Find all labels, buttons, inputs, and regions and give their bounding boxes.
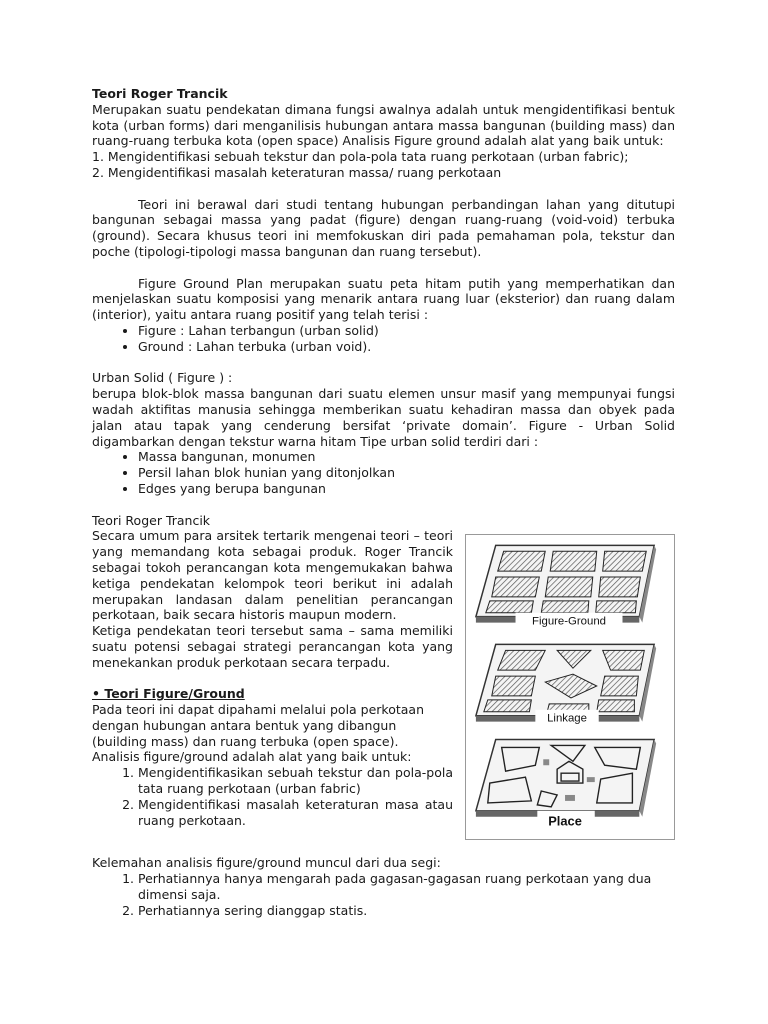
list-item: • Persil lahan blok hunian yang ditonjolkan — [138, 465, 675, 481]
urban-solid-heading: Urban Solid ( Figure ) : — [92, 370, 233, 386]
list-item: • Ground : Lahan terbuka (urban void). — [138, 339, 675, 355]
document-page — [92, 86, 675, 919]
list-item: • Massa bangunan, monumen — [138, 449, 675, 465]
point-1: 1. Mengidentifikasi sebuah tekstur dan pola-pola tata ruang perkotaan (urban fabric); — [92, 149, 629, 165]
trancik-section — [92, 513, 675, 840]
figure-ground-text: Pada teori ini dapat dipahami melalui pola perkotaan dengan hubungan antara bentuk yang dibangun (building mass) dan ruang terbuka (open space). — [92, 702, 425, 749]
trancik-text-column — [92, 513, 453, 840]
list-item: • Edges yang berupa bangunan — [138, 481, 675, 497]
figure-ground-bullets — [92, 323, 675, 355]
linkage-layer — [476, 644, 656, 725]
weakness-intro: Kelemahan analisis figure/ground muncul dari dua segi: — [92, 855, 441, 871]
urban-solid-text: berupa blok-blok massa bangunan dari suatu elemen unsur masif yang mempunyai fungsi wadah aktifitas manusia sehingga memberikan suatu kehadiran massa dan obyek pada jalan atau tapak yang cenderung bersifat ‘private domain’. Figure - Urban Solid digambarkan dengan tekstur warna hitam Tipe urban solid terdiri dari : — [92, 386, 675, 449]
weakness-list — [92, 871, 675, 918]
urban-solid-bullets — [92, 449, 675, 496]
trancik-heading: Teori Roger Trancik — [92, 512, 211, 528]
figure-ground-text-2: Analisis figure/ground adalah alat yang baik untuk: — [92, 749, 412, 765]
theory-paragraph: Teori ini berawal dari studi tentang hubungan perbandingan lahan yang ditutupi bangunan sebagai massa yang padat (figure) dengan ruang-ruang (void-void) terbuka (ground). Secara khusus teori ini memfokuskan diri pada pemahaman pola, tekstur dan poche (tipologi-tipologi massa bangunan dan ruang tersebut). — [92, 196, 675, 259]
trancik-text-2: Ketiga pendekatan teori tersebut sama – sama memiliki suatu potensi sebagai strategi perancangan kota yang menekankan produk perkotaan secara terpadu. — [92, 623, 453, 670]
section-title: Teori Roger Trancik — [92, 86, 228, 101]
list-item: 2. Mengidentifikasi masalah keteraturan masa atau ruang perkotaan. — [138, 797, 453, 829]
place-layer — [476, 739, 656, 828]
place-label: Place — [548, 813, 582, 829]
figure-ground-layer — [476, 545, 656, 628]
trancik-text-1: Secara umum para arsitek tertarik mengenai teori – teori yang memandang kota sebagai produk. Roger Trancik sebagai tokoh perancangan kota mengemukakan bahwa ketiga pendekatan kelompok teori berikut ini adalah merupakan landasan dalam penelitian perancangan perkotaan, baik secara historis maupun modern. — [92, 528, 453, 623]
trancik-layers-diagram — [465, 534, 675, 840]
figure-ground-label: Figure-Ground — [532, 615, 607, 628]
linkage-label: Linkage — [547, 712, 587, 725]
figure-ground-plan-paragraph: Figure Ground Plan merupakan suatu peta hitam putih yang memperhatikan dan menjelaskan suatu komposisi yang menarik antara ruang luar (eksterior) dan ruang dalam (interior), yaitu antara ruang positif yang telah terisi : — [92, 275, 675, 323]
figure-ground-list — [92, 765, 453, 828]
point-2: 2. Mengidentifikasi masalah keteraturan massa/ ruang perkotaan — [92, 164, 502, 180]
list-item: 1. Perhatiannya hanya mengarah pada gagasan-gagasan ruang perkotaan yang dua dimensi saja. — [138, 871, 675, 903]
intro-paragraph: Merupakan suatu pendekatan dimana fungsi awalnya adalah untuk mengidentifikasi bentuk kota (urban forms) dari menganilisis hubungan antara massa bangunan (building mass) dan ruang-ruang terbuka kota (open space) Analisis Figure ground adalah alat yang baik untuk: — [92, 101, 675, 149]
list-item: • Figure : Lahan terbangun (urban solid) — [138, 323, 675, 339]
figure-ground-subheading: • Teori Figure/Ground — [92, 686, 245, 702]
list-item: 2. Perhatiannya sering dianggap statis. — [138, 903, 675, 919]
list-item: 1. Mengidentifikasikan sebuah tekstur dan pola-pola tata ruang perkotaan (urban fabric) — [138, 765, 453, 797]
